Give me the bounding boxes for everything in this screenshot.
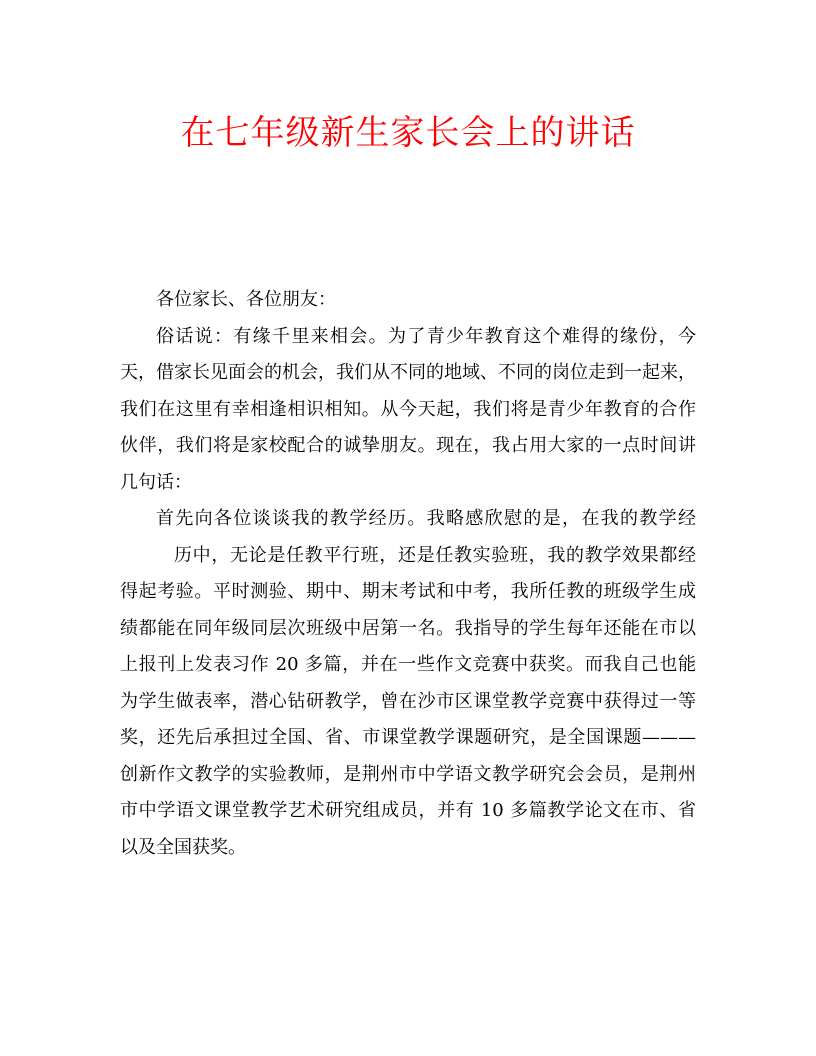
document-body [120,282,696,866]
paragraph-2-line: 历中，无论是任教平行班，还是任教实验班，我的教学效果都经 [174,544,696,566]
paragraph-1-line: 俗话说：有缘千里来相会。为了青少年教育这个难得的缘份，今 [156,325,696,347]
paragraph-1-line: 几句话： [120,471,192,493]
paragraph-2-line: 市中学语文课堂教学艺术研究组成员，并有 10 多篇教学论文在市、省 [120,800,696,821]
paragraph-2-line: 首先向各位谈谈我的教学经历。我略感欣慰的是，在我的教学经 [156,508,696,529]
paragraph-1-line: 天，借家长见面会的机会，我们从不同的地域、不同的岗位走到一起来， [120,362,696,383]
paragraph-2 [120,501,696,866]
paragraph-2-line: 上报刊上发表习作 20 多篇，并在一些作文竞赛中获奖。而我自己也能 [120,654,696,675]
paragraph-2-line: 以及全国获奖。 [120,836,246,858]
paragraph-1-line: 我们在这里有幸相逢相识相知。从今天起，我们将是青少年教育的合作 [120,398,696,420]
paragraph-2-line: 绩都能在同年级同层次班级中居第一名。我指导的学生每年还能在市以 [120,617,696,639]
salutation: 各位家长、各位朋友： [156,289,336,310]
document-title: 在七年级新生家长会上的讲话 [180,113,636,153]
paragraph-1-line: 伙伴，我们将是家校配合的诚挚朋友。现在，我占用大家的一点时间讲 [120,435,696,456]
paragraph-1 [120,319,696,502]
paragraph-2-line: 为学生做表率，潜心钻研教学，曾在沙市区课堂教学竞赛中获得过一等 [120,690,696,712]
paragraph-2-line: 创新作文教学的实验教师，是荆州市中学语文教学研究会会员，是荆州 [120,763,696,785]
paragraph-2-line: 奖，还先后承担过全国、省、市课堂教学课题研究，是全国课题——— [120,727,696,748]
paragraph-2-line: 得起考验。平时测验、期中、期末考试和中考，我所任教的班级学生成 [120,581,696,602]
